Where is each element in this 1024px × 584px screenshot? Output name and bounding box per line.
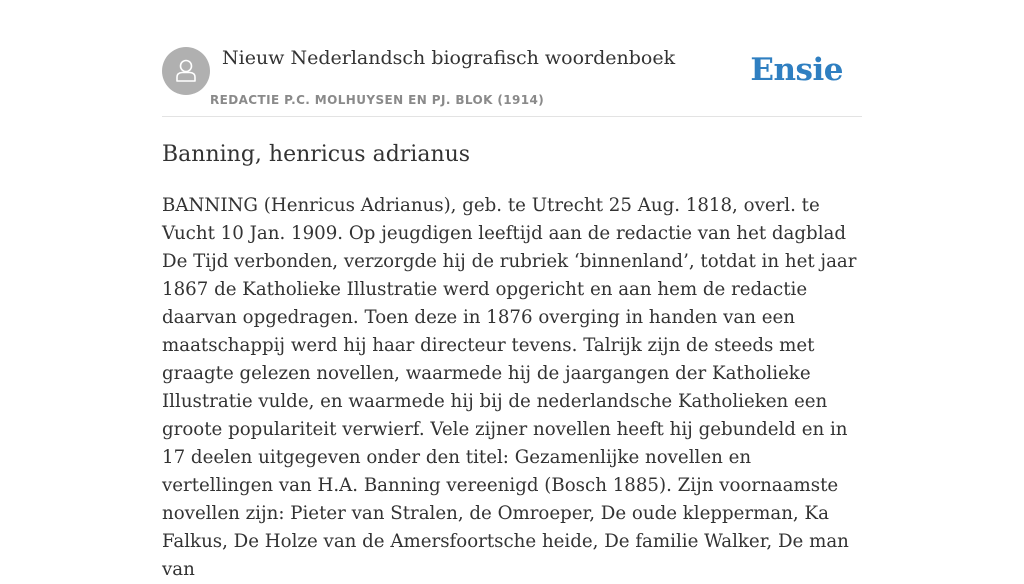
book-header: [162, 46, 862, 117]
user-silhouette-icon: [162, 47, 210, 95]
article-title: Banning, henricus adrianus: [162, 142, 471, 167]
book-title[interactable]: Nieuw Nederlandsch biografisch woordenboek: [222, 47, 676, 69]
book-editors: REDACTIE P.C. MOLHUYSEN EN PJ. BLOK (1914): [210, 93, 545, 107]
user-silhouette-graphic: [171, 56, 201, 86]
ensie-logo[interactable]: Ensie: [750, 52, 843, 88]
article-body: BANNING (Henricus Adrianus), geb. te Utrecht 25 Aug. 1818, overl. te Vucht 10 Jan. 1909. Op jeugdigen leeftijd aan de redactie van het dagblad De Tijd verbonden, verzorgde hij de rubriek ‘binnenland’, totdat in het jaar 1867 de Katholieke Illustratie werd opgericht en aan hem de redactie daarvan opgedragen. Toen deze in 1876 overging in handen van een maatschappij werd hij haar directeur tevens. Talrijk zijn de steeds met graagte gelezen novellen, waarmede hij de jaargangen der Katholieke Illustratie vulde, en waarmede hij bij de nederlandsche Katholieken een groote populariteit verwierf. Vele zijner novellen heeft hij gebundeld en in 17 deelen uitgegeven onder den titel: Gezamenlijke novellen en vertellingen van H.A. Banning vereenigd (Bosch 1885). Zijn voornaamste novellen zijn: Pieter van Stralen, de Omroeper, De oude klepperman, Ka Falkus, De Holze van de Amersfoortsche heide, De familie Walker, De man van: [162, 195, 857, 580]
